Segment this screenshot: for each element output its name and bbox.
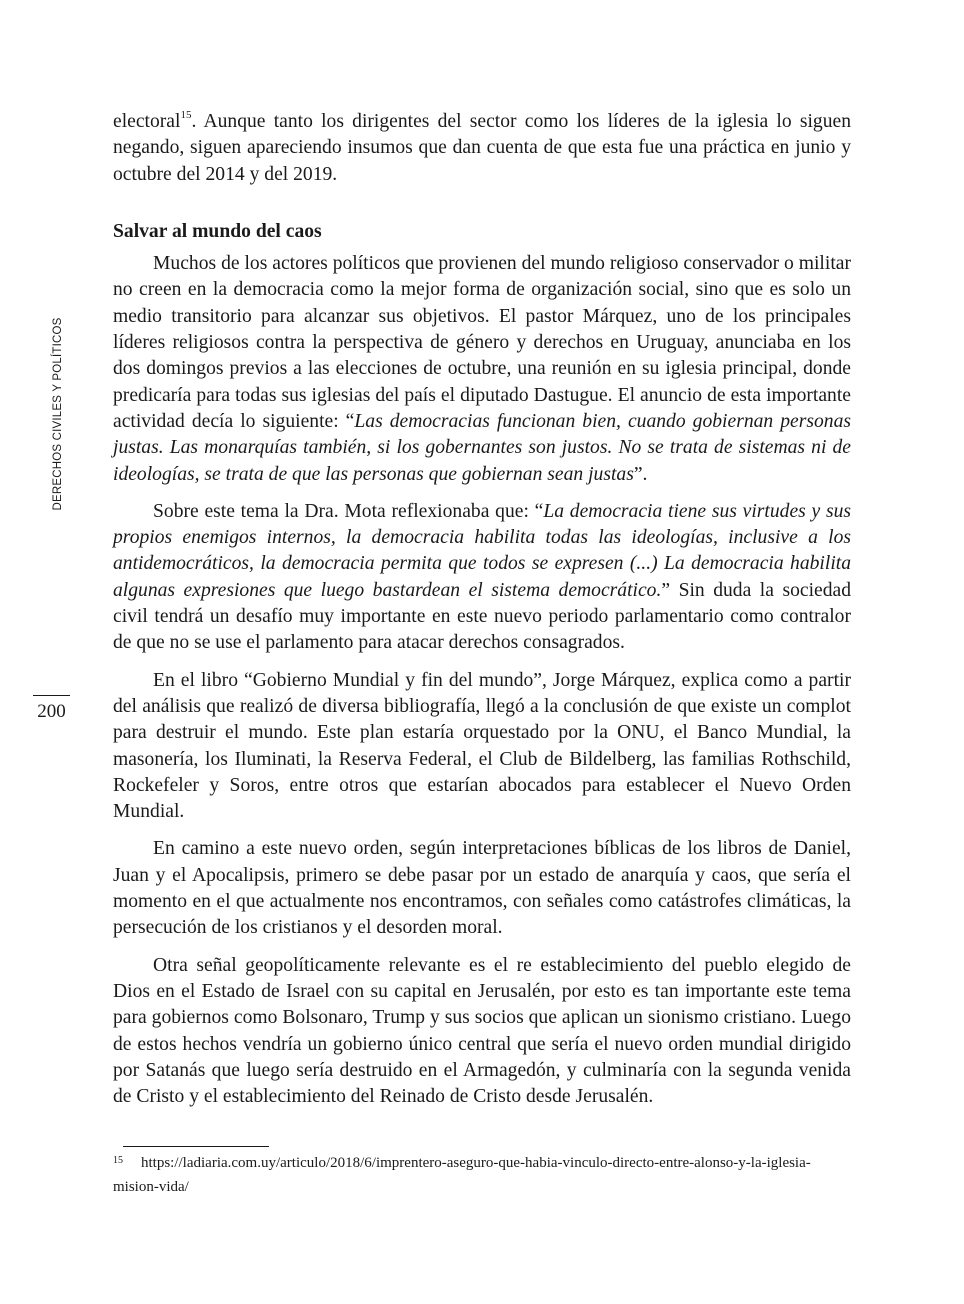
paragraph-text: electoral: [113, 111, 181, 132]
paragraph-text: Muchos de los actores políticos que provienen del mundo religioso conservador o militar no creen en la democracia como la mejor forma de organización social, sino que es solo un medio transitorio para alcanzar sus objetivos. El pastor Márquez, uno de los principales líderes religiosos contra la perspectiva de género y derechos en Uruguay, anunciaba en los dos domingos previos a las elecciones de octubre, una reunión en su iglesia principal, donde predicaría para todas sus iglesias del país el diputado Dastugue. El anuncio de esta importante actividad decía lo siguiente: “: [113, 253, 851, 432]
footnote-number: 15: [113, 1155, 123, 1166]
footnote-link[interactable]: https://ladiaria.com.uy/articulo/2018/6/imprentero-aseguro-que-habia-vinculo-directo-entre-alonso-y-la-iglesia-mision-vida/: [113, 1155, 811, 1195]
paragraph: [113, 499, 851, 657]
paragraph-text: ”.: [633, 463, 648, 485]
paragraph: En camino a este nuevo orden, según interpretaciones bíblicas de los libros de Daniel, Juan y el Apocalipsis, primero se debe pasar por un estado de anarquía y caos, que sería el momento en el que actualmente nos encontramos, con señales como catástrofes climáticas, la persecución de los cristianos y el desorden moral.: [113, 838, 851, 939]
body-text: [113, 109, 851, 1110]
section-heading: Salvar al mundo del caos: [113, 220, 322, 242]
paragraph-text: Sobre este tema la Dra. Mota reflexionaba que: “: [153, 500, 544, 522]
page-number-rule: [33, 695, 70, 696]
footnote-reference[interactable]: 15: [180, 109, 192, 122]
paragraph: [113, 251, 851, 488]
footnote: [113, 1152, 851, 1198]
paragraph: Otra señal geopolíticamente relevante es el re establecimiento del pueblo elegido de Dios en el Estado de Israel con su capital en Jerusalén, por esto es tan importante este tema para gobiernos como Bolsonaro, Trump y sus socios que aplican un sionismo cristiano. Luego de estos hechos vendría un gobierno único central que sería el nuevo orden mundial dirigido por Satanás que luego sería destruido en el Armagedón, y culminaría con la segunda venida de Cristo y el establecimiento del Reinado de Cristo desde Jerusalén.: [113, 954, 851, 1108]
quote-text: Las democracias funcionan bien, cuando gobiernan personas justas. Las monarquías también, si los gobernantes son justos. No se trata de sistemas ni de ideologías, se trata de que las personas que gobiernan sean justas: [113, 410, 851, 485]
paragraph-continuation: [113, 109, 851, 188]
quote-text: La democracia tiene sus virtudes y sus propios enemigos internos, la democracia habilita todas las ideologías, inclusive a los antidemocráticos, la democracia permita que todos se expresen (...) La democracia habilita algunas expresiones que luego bastardean el sistema democrático.: [113, 500, 852, 601]
paragraph-text: . Aunque tanto los dirigentes del sector como los líderes de la iglesia lo siguen negando, siguen apareciendo insumos que dan cuenta de que esta fue una práctica en junio y octubre del 2014 y del 2019.: [113, 111, 851, 185]
running-head: DERECHOS CIVILES Y POLÍTICOS: [52, 317, 64, 511]
footnote-rule: [123, 1146, 269, 1147]
paragraph: En el libro “Gobierno Mundial y fin del mundo”, Jorge Márquez, explica como a partir del análisis que realizó de diversa bibliografía, llegó a la conclusión de que existe un complot para destruir el mundo. Este plan estaría orquestado por la ONU, el Banco Mundial, la masonería, los Iluminati, la Reserva Federal, el Club de Bildelberg, las familias Rothschild, Rockefeler y Soros, entre otros que estarían abocados para establecer el Nuevo Orden Mundial.: [113, 669, 851, 823]
page-number: 200: [37, 701, 66, 722]
paragraph-text: ” Sin duda la sociedad civil tendrá un desafío muy importante en este nuevo periodo parlamentario como contralor de que no se use el parlamento para atacar derechos consagrados.: [113, 579, 851, 654]
